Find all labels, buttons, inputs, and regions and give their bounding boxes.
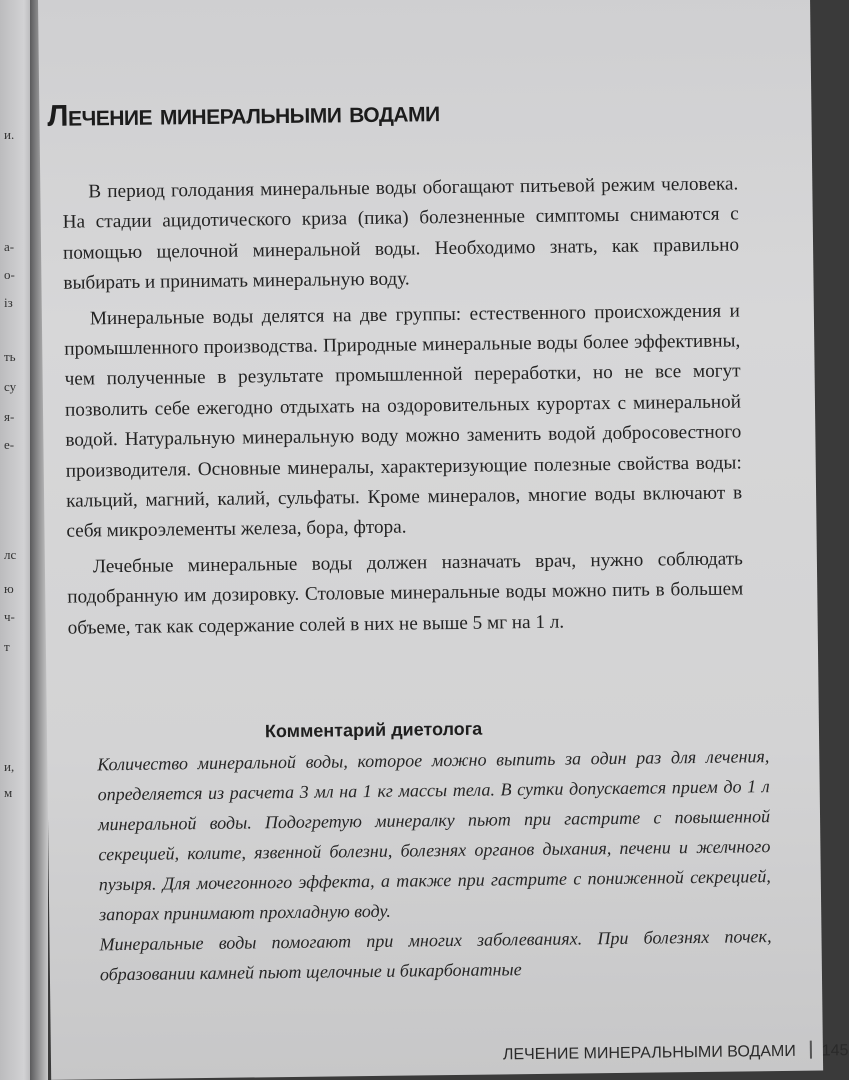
paragraph: Лечебные минеральные воды должен назначать врач, нужно соблюдать подобранную им дозировку. Столовые минеральные воды можно пить в большем объеме, так как содержание солей в них не выше 5 мг на 1 л.	[67, 548, 744, 639]
paragraph: В период голодания минеральные воды обогащают питьевой режим человека. На стадии ацидотического криза (пика) болезненные симптомы снимаются с помощью щелочной минеральной воды. Необходимо знать, как правильно выбирать и принимать минеральную воду.	[62, 173, 740, 294]
margin-fragment: и.	[4, 127, 15, 142]
margin-fragment: я-	[4, 409, 15, 424]
chapter-title: Лечение минеральными водами	[47, 95, 440, 133]
comment-paragraph: Минеральные воды помогают при многих заболеваниях. При болезнях почек, образовании камней пьют щелочные и бикарбонатные	[99, 926, 772, 985]
running-title: ЛЕЧЕНИЕ МИНЕРАЛЬНЫМИ ВОДАМИ	[502, 1042, 796, 1064]
margin-fragment: ч-	[4, 609, 15, 624]
margin-fragment: ю	[4, 581, 14, 596]
margin-fragment: із	[4, 295, 13, 310]
margin-fragment: т	[4, 639, 10, 654]
margin-fragment: о-	[4, 267, 15, 282]
page-number: 145	[821, 1042, 849, 1060]
margin-fragment: и,	[4, 759, 15, 774]
page-footer	[503, 1040, 849, 1064]
margin-fragment: е-	[4, 437, 15, 452]
comment-heading: Комментарий диетолога	[264, 718, 483, 742]
footer-divider	[810, 1041, 812, 1059]
margin-fragment: а-	[4, 239, 15, 254]
margin-fragment: м	[4, 785, 13, 800]
margin-fragment: лс	[4, 547, 17, 562]
comment-paragraph: Количество минеральной воды, которое можно выпить за один раз для лечения, определяется из расчета 3 мл на 1 кг массы тела. В сутки допускается прием до 1 л минеральной воды. Подогретую минералку пьют при гастрите с повышенной секрецией, колите, язвенной болезни, болезнях органов дыхания, печени и желчного пузыря. Для мочегонного эффекта, а также при гастрите с пониженной секрецией, запорах принимают прохладную воду.	[97, 746, 771, 925]
margin-fragment: ть	[4, 349, 16, 364]
margin-fragment: су	[4, 379, 17, 394]
paragraph: Минеральные воды делятся на две группы: естественного происхождения и промышленного производства. Природные минеральные воды более эффективны, чем полученные в результате промышленной переработки, но не все могут позволить себе ежегодно отдыхать на оздоровительных курортах с минеральной водой. Натуральную минеральную воду можно заменить водой добросовестного производителя. Основные минералы, характеризующие полезные свойства воды: кальций, магний, калий, сульфаты. Кроме минералов, многие воды включают в себя микроэлементы железа, бора, фтора.	[64, 300, 743, 543]
dietitian-comment	[97, 741, 772, 989]
main-text	[62, 169, 744, 648]
book-page	[38, 0, 849, 1080]
